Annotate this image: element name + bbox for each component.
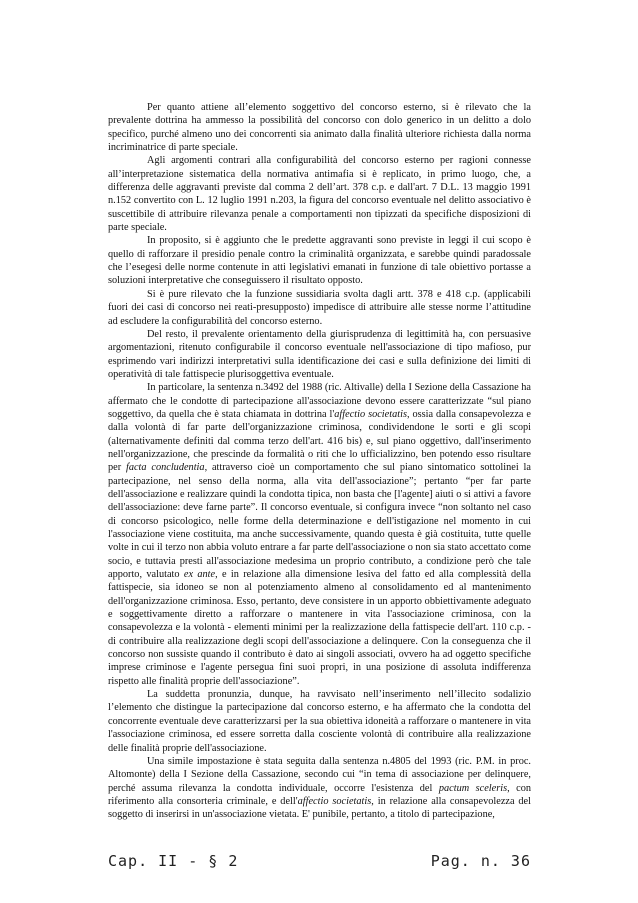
text-run: , con riferimento alla consorteria criminale, e dell' bbox=[108, 782, 532, 807]
italic-term: pactum sceleris bbox=[438, 782, 508, 794]
text-run: In proposito, si è aggiunto che le predette aggravanti sono previste in leggi il cui scopo è quello di rafforzare il presidio penale contro la criminalità organizzata, e sarebbe quindi paradossale che l’esegesi delle norme contenute in atti legislativi emanati in funzione di tale obiettivo portasse a soluzioni interpretative che conseguissero il risultato opposto. bbox=[108, 235, 531, 287]
paragraphs bbox=[108, 101, 531, 822]
text-run: La suddetta pronunzia, dunque, ha ravvisato nell’inserimento nell’illecito sodalizio l’elemento che distingue la partecipazione dal concorso esterno, e ha affermato che la condotta del concorrente eventuale deve caratterizzarsi per la sua obiettiva idoneità a rafforzare o mantenere in vita l'associazione criminosa, ed essere sorretta dalla cosciente volontà di contribuire alla realizzazione delle finalità proprie dell'associazione. bbox=[108, 689, 531, 754]
text-run: In particolare, la sentenza n.3492 del 1988 (ric. Altivalle) della I Sezione della Cassazione ha affermato che le condotte di partecipazione all'associazione devono essere caratterizzate “sul piano soggettivo, da quella che è stata chiamata in dottrina l' bbox=[108, 382, 531, 420]
italic-term: facta concludentia bbox=[125, 462, 205, 474]
text-run: Si è pure rilevato che la funzione sussidiaria svolta dagli artt. 378 e 418 c.p. (applicabili fuori dei casi di concorso nei reati-presupposto) impedisce di attribuire alle stesse norme l’attitudine ad escludere la configurabilità del concorso esterno. bbox=[108, 288, 531, 327]
text-run: Una simile impostazione è stata seguita dalla sentenza n.4805 del 1993 (ric. P.M. in proc. Altomonte) della I Sezione della Cassazione, secondo cui “in tema di associazione per delinquere, perché assuma rilevanza la condotta individuale, occorre l'esistenza del bbox=[108, 755, 531, 794]
document-body bbox=[108, 101, 531, 822]
text-run: Agli argomenti contrari alla configurabilità del concorso esterno per ragioni connesse all’interpretazione sistematica della normativa antimafia si è replicato, in primo luogo, che, a differenza delle aggravanti previste dal comma 2 dell’art. 378 c.p. e dall'art. 7 D.L. 13 maggio 1991 n.152 convertito con L. 12 luglio 1991 n.203, la figura del concorso eventuale nel delitto associativo è suscettibile di attribuire rilevanza penale a comportamenti non tipizzati da specifiche disposizioni di parte speciale. bbox=[108, 155, 531, 234]
paragraph bbox=[108, 288, 531, 328]
paragraph bbox=[108, 381, 531, 688]
paragraph bbox=[108, 755, 531, 822]
italic-term: affectio societatis bbox=[297, 795, 372, 807]
paragraph bbox=[108, 154, 531, 234]
paragraph bbox=[108, 328, 531, 381]
paragraph bbox=[108, 688, 531, 755]
italic-term: affectio societatis bbox=[334, 408, 407, 420]
page-number: Pag. n. 36 bbox=[430, 852, 531, 870]
text-run: , attraverso cioè un comportamento che sul piano sintomatico sottolinei la partecipazione, nel senso della norma, alla vita dell'associazione”; pertanto “per far parte dell'associazione e realizzare quindi la condotta tipica, non basta che [l'agente] aiuti o si attivi a favore dell'associazione: deve farne parte”. Il concorso eventuale, si configura invece “non soltanto nel caso di concorso psicologico, nelle forme della determinazione e dell'istigazione nel momento in cui l'associazione viene costituita, ma anche successivamente, quando questa è già costituita, tutte quelle volte in cui il terzo non abbia voluto entrare a far parte dell'associazione o non sia stato accettato come socio, e tuttavia presti all'associazione medesima un proprio contributo, a condizione però che tale apporto, valutato bbox=[108, 462, 531, 581]
paragraph bbox=[108, 101, 531, 154]
italic-term: ex ante bbox=[183, 569, 216, 581]
text-run: Del resto, il prevalente orientamento della giurisprudenza di legittimità ha, con persuasive argomentazioni, ritenuto configurabile il concorso eventuale nell'associazione di tipo mafioso, pur esprimendo vari indirizzi interpretativi sulla identificazione dei casi e sulla definizione dei limiti di operatività di tale fattispecie plurisoggettiva eventuale. bbox=[108, 328, 531, 380]
text-run: , in relazione alla consapevolezza del soggetto di inserirsi in un'associazione vietata. E' punibile, pertanto, a titolo di partecipazione, bbox=[108, 795, 531, 821]
paragraph bbox=[108, 234, 531, 287]
chapter-label: Cap. II - § 2 bbox=[108, 852, 239, 870]
text-run: , e in relazione alla dimensione lesiva del fatto ed alla complessità della fattispecie, sia idoneo se non al potenziamento almeno al consolidamento ed al mantenimento dell'organizzazione criminosa. Esso, pertanto, deve consistere in un apporto obbiettivamente adeguato e soggettivamente diretto a rafforzare o mantenere in vita l'associazione criminosa, con la consapevolezza e la volontà - elementi minimi per la realizzazione della fattispecie dell'art. 110 c.p. - di contribuire alla realizzazione degli scopi dell'associazione a delinquere. Con la conseguenza che il concorso non sussiste quando il contributo è dato ai singoli associati, ovvero ha ad oggetto specifiche imprese criminose e l'agente persegua fini suoi propri, in una posizione di assoluta indifferenza rispetto alle finalità proprie dell'associazione”. bbox=[108, 569, 531, 687]
text-run: Per quanto attiene all’elemento soggettivo del concorso esterno, si è rilevato che la prevalente dottrina ha ammesso la possibilità del concorso con dolo generico in un delitto a dolo specifico, purché almeno uno dei concorrenti sia animato dalla finalità ulteriore richiesta dalla norma incriminatrice di parte speciale. bbox=[108, 102, 531, 154]
text-run: , ossia dalla consapevolezza e dalla volontà di far parte dell'organizzazione criminosa, condividendone le sorti e gli scopi (alternativamente definiti dal comma terzo dell'art. 416 bis) e, sul piano oggettivo, dall'inserimento nell'organizzazione, che prescinde da formalità o riti che lo ufficializzino, ben potendo esso risultare per bbox=[108, 408, 531, 474]
